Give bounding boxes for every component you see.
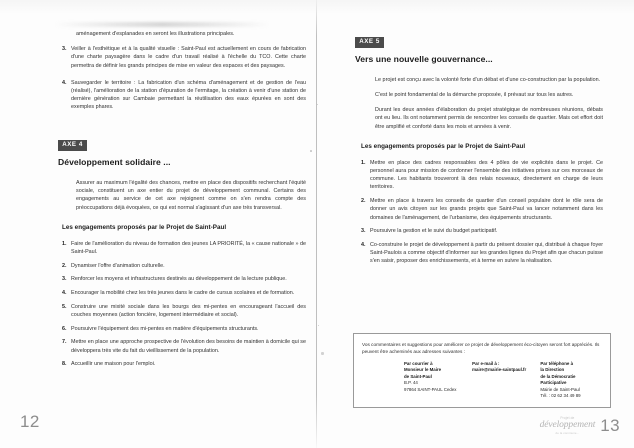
list-marker: 4. [62,79,67,86]
list-marker: 5. [62,303,67,310]
list-item [62,45,306,70]
left-intro-block [76,179,306,212]
contact-line: 97864 SAINT-PAUL Cedex [404,386,457,392]
list-text: Dynamiser l'offre d'animation culturelle. [71,262,165,269]
list-item [62,262,306,270]
contact-box [353,333,611,408]
list-marker: 4. [361,241,366,248]
footer-logo [540,417,596,436]
continued-paragraph: aménagement d'esplanades en seront les illustrations principales. [76,31,235,37]
list-item [62,325,306,333]
list-marker: 3. [62,276,67,283]
list-marker: 2. [62,262,67,269]
list-marker: 8. [62,361,67,368]
axe-title-4: Développement solidaire ... [58,156,171,167]
list-item [62,338,306,354]
right-page [317,0,634,448]
right-engagements-heading: Les engagements proposés par le Projet de Saint-Paul [361,142,526,150]
list-text: Sauvegarder le territoire : La fabrication d'un schéma d'aménagement et de gestion de l'eau (réalisé), l'amélioration de la station d'épuration de l'ermitage, la création à venir d'une station de dernière génération sur Cambaie permettant la réutilisation des eaux épurées en sont des exemples phares. [71,79,306,111]
list-text: Accueillir une maison pour l'emploi. [71,361,156,368]
list-item [62,360,306,368]
contact-columns [362,361,602,399]
list-text: Co-construire le projet de développement à partir du présent dossier qui, distribué à chaque foyer Saint-Paulois a comme objectif d'informer sur les grandes lignes du Projet afin que chacun puisse s'en saisir, proposer des enrichissements, et à terme en suivre la réalisation. [370,241,603,265]
contact-line: de la Démocratie [540,373,576,379]
contact-line: la Direction [540,367,565,373]
footer-logo-bottom: de la commune... [555,431,580,436]
list-marker: 2. [361,198,366,205]
left-continued-list [62,45,306,111]
list-item [62,275,306,283]
contact-line: Participative [540,380,567,386]
axe-badge-4: AXE 4 [58,140,87,151]
list-item [361,241,603,266]
list-marker: 3. [361,228,366,235]
axe-title-5: Vers une nouvelle gouvernance... [355,53,493,64]
contact-box-intro: Vos commentaires et suggestions pour améliorer ce projet de développement éco-citoyen seront fort appréciés. Ils peuvent être acheminés aux adresses suivantes : [362,342,600,354]
axe5-intro-paragraph-1: Le projet est conçu avec la volonté forte d'un débat et d'une co-construction par la population. [375,76,601,83]
right-intro-block [375,76,603,131]
contact-line: Par téléphone à [540,361,574,366]
list-text: Veiller à l'esthétique et à la qualité visuelle : Saint-Paul est actuellement en cours de fabrication d'une charte paysagère dans le cadre d'un travail réalisé à l'échelle du TCO. Cette charte permettra de définir les grands principes de mise en valeur des espaces et des paysages. [71,46,306,69]
right-engagements-list [361,159,603,266]
contact-line: Par courrier à [404,361,433,366]
list-text: Mettre en place une approche prospective de l'évolution des besoins de maintien à domicile qui se développera très vite du fait du vieillissement de la population. [71,339,306,354]
contact-email-address[interactable]: maire@mairie-saintpaul.fr [472,367,527,373]
list-marker: 6. [62,325,67,332]
list-item [62,79,306,112]
list-text: Renforcer les moyens et infrastructures destinés au développement de la lecture publique. [71,276,287,283]
list-marker: 7. [62,339,67,346]
left-page [0,0,316,448]
axe4-intro-paragraph: Assurer au maximum l'égalité des chances, mettre en place des dispositifs recherchant l'équité sociale, constituent un axe entier du projet de développement communal. Certains des engagements au service de cet axe rejoignent comme on s'en rendra compte des préoccupations déjà évoquées, ce qui est normal s'agissant d'un axe très transversal. [76,179,306,211]
axe5-intro-paragraph-2: C'est le point fondamental de la démarche proposée, il prévaut sur tous les autres. [375,92,574,98]
list-text: Mettre en place à travers les conseils de quartier d'un conseil populaire dont le rôle sera de donner un avis citoyen sur les grands projets que Saint-Paul va lancer notamment dans les domaines de l'aménagement, de l'urbanisme, des équipements structurants. [370,198,603,221]
list-text: Construire une mixité sociale dans les bourgs des mi-pentes en encourageant l'accueil des couches moyennes (action foncière, logement intermédiaire et social). [71,303,306,318]
left-page-column [58,30,306,374]
list-marker: 3. [62,46,67,53]
left-continued-block [76,30,306,38]
page-number-left: 12 [20,412,40,431]
list-text: Poursuivre la gestion et le suivi du budget participatif. [370,228,498,235]
list-item [62,303,306,319]
contact-column-email [472,361,530,399]
contact-line: Par e-mail à : [472,361,500,366]
list-item [62,240,306,256]
list-item [361,227,603,235]
contact-line: B.P. 44 [404,380,418,386]
page-number-right: 13 [600,416,620,435]
contact-column-phone [540,361,602,399]
list-marker: 1. [361,159,366,166]
axe5-intro-paragraph-3: Durant les deux années d'élaboration du projet stratégique de nombreuses réunions, débats ont eu lieu. Ils ont notamment permis de rencontrer les conseils de quartier. Mais cet effort doit être amplifié et conforté dans les mois et années à venir. [375,107,603,130]
axe-badge-5: AXE 5 [355,37,384,48]
footer-logo-top: Projet de [560,415,575,420]
list-text: Faire de l'amélioration du niveau de formation des jeunes LA PRIORITÉ, la « cause nationale » de Saint-Paul. [71,240,306,255]
list-marker: 1. [62,240,67,247]
list-text: Encourager la mobilité chez les très jeunes dans le cadre de cursus scolaires et de formation. [71,290,295,297]
contact-line: Monsieur le Maire [404,367,442,373]
left-engagements-list [62,240,306,369]
list-item [361,159,603,192]
right-page-footer [540,416,620,436]
contact-line: de Saint-Paul [404,373,432,379]
list-item [62,289,306,297]
contact-phone-number: Tél. : 02 62 34 49 89 [540,393,581,399]
contact-column-mail [404,361,462,399]
list-text: Mettre en place des cadres responsables des 4 pôles de vie explicités dans le projet. Ce personnel aura pour mission de cordonner l'ensemble des initiatives prises sur ces morceaux de commune. Les habitants trouveront là des relais nouveaux, directement en charge de leurs territoires. [370,159,603,191]
list-marker: 4. [62,290,67,297]
right-page-column [355,30,603,271]
list-item [361,197,603,222]
footer-logo-main: développement [539,420,596,431]
left-engagements-heading: Les engagements proposés par le Projet de Saint-Paul [62,223,227,231]
contact-line: Mairie de Saint-Paul [540,386,580,392]
list-text: Poursuivre l'équipement des mi-pentes en matière d'équipements structurants. [71,325,259,332]
